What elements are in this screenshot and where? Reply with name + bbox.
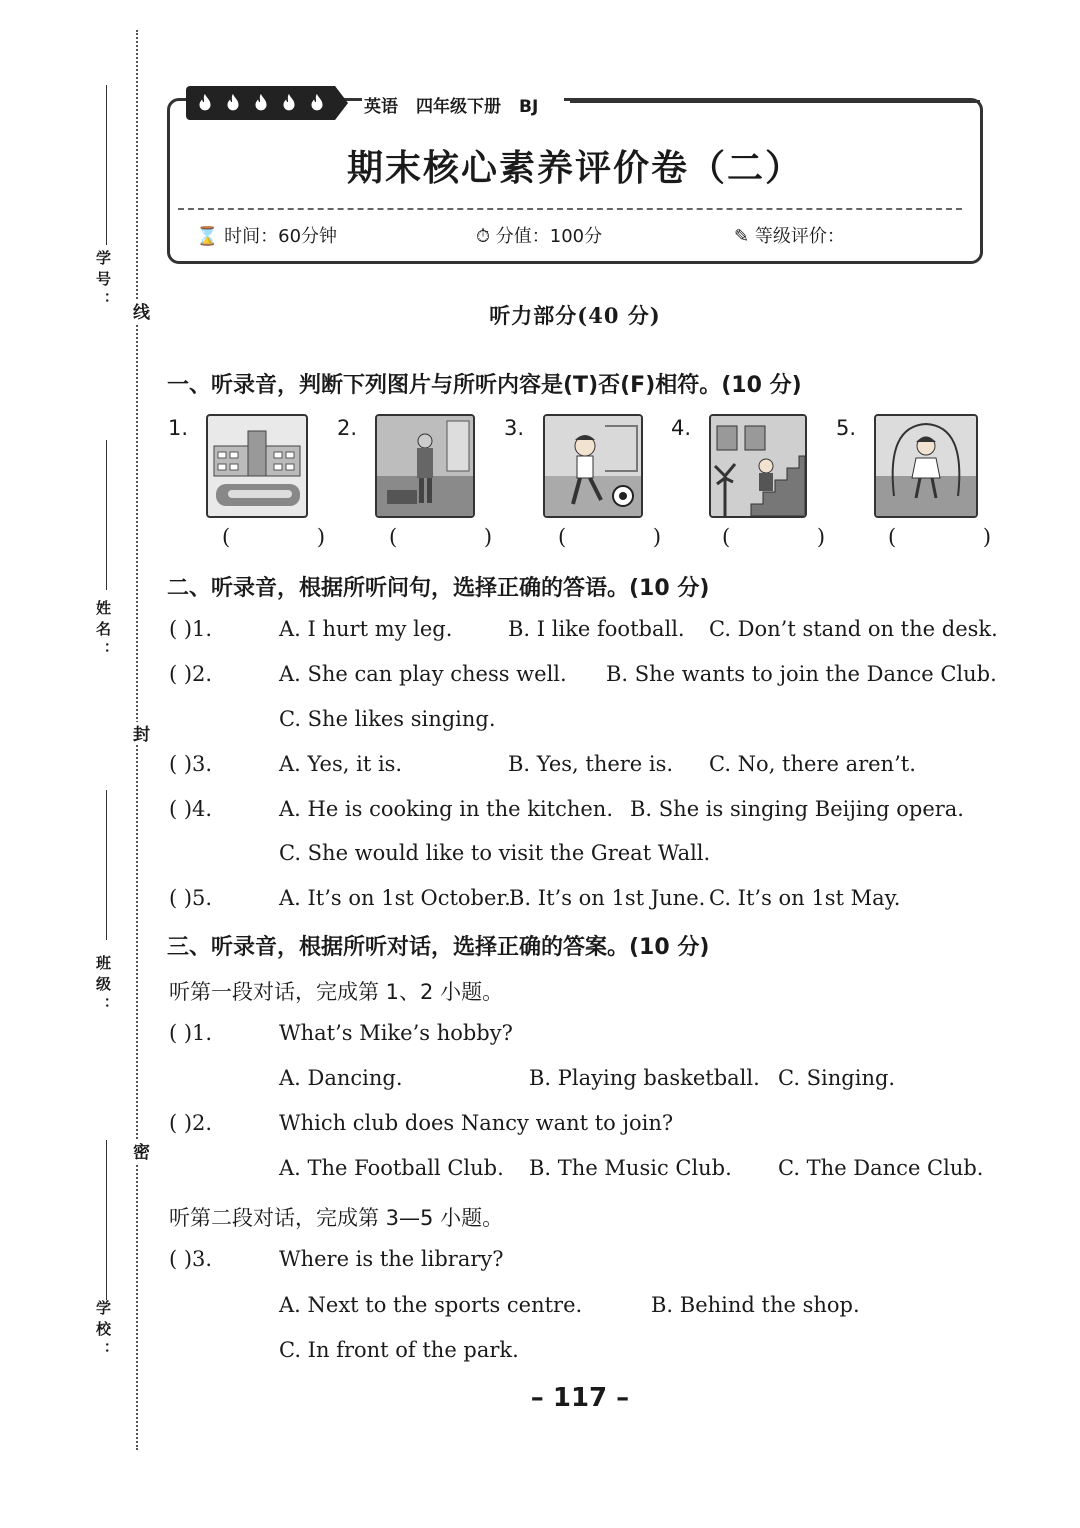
p1-answer-3[interactable]: ( ) (558, 525, 702, 549)
edition: BJ (519, 97, 539, 117)
p2-q1-num[interactable]: ( )1. (169, 617, 213, 641)
picture-boy-playing-football (543, 414, 643, 518)
difficulty-badge (186, 86, 348, 120)
listening-title: 听力部分(40 分) (489, 303, 661, 328)
class-blank[interactable] (106, 790, 107, 940)
p2-q1-option-b: B. I like football. (508, 617, 685, 641)
p2-q1-option-a: A. I hurt my leg. (279, 617, 453, 641)
grade: 四年级下册 (416, 97, 501, 117)
p3-q1-num[interactable]: ( )1. (169, 1021, 213, 1045)
picture-man-in-room (375, 414, 475, 518)
flame-icon (250, 92, 272, 114)
page-number: – 117 – (530, 1383, 630, 1413)
p3-q2-question: Which club does Nancy want to join? (279, 1111, 674, 1135)
p2-q1-option-c: C. Don’t stand on the desk. (709, 617, 998, 641)
p3-q2-option-a: A. The Football Club. (279, 1156, 504, 1180)
p1-answer-2[interactable]: ( ) (389, 525, 533, 549)
header-meta (362, 92, 564, 117)
name-label: 姓名： (94, 600, 112, 663)
p3-q1-question: What’s Mike’s hobby? (279, 1021, 513, 1045)
cut-mark-mi: 密 (127, 1140, 152, 1163)
p3-q2-option-b: B. The Music Club. (529, 1156, 732, 1180)
time-info (196, 222, 337, 248)
exam-title: 期末核心素养评价卷（二） (346, 148, 803, 189)
p3-q3-num[interactable]: ( )3. (169, 1247, 213, 1271)
p2-q3-option-b: B. Yes, there is. (508, 752, 674, 776)
p2-q3-num[interactable]: ( )3. (169, 752, 213, 776)
stopwatch-icon: ⏱ (476, 226, 491, 247)
hourglass-icon: ⌛ (196, 226, 219, 247)
p2-q2-option-b: B. She wants to join the Dance Club. (606, 662, 997, 686)
p3-q3-option-a: A. Next to the sports centre. (279, 1293, 583, 1317)
part2-heading: 二、听录音，根据所听问句，选择正确的答语。(10 分) (167, 576, 710, 601)
flame-icon (306, 92, 328, 114)
subject: 英语 (364, 97, 398, 117)
p2-q4-option-c: C. She would like to visit the Great Wall. (279, 841, 711, 865)
p3-q3-option-c: C. In front of the park. (279, 1338, 519, 1362)
school-label: 学校： (94, 1300, 112, 1363)
p1-answer-1[interactable]: ( ) (222, 525, 366, 549)
p3-q3-option-b: B. Behind the shop. (651, 1293, 860, 1317)
class-label: 班级： (94, 955, 112, 1018)
header-divider (178, 208, 962, 210)
flame-icon (222, 92, 244, 114)
p3-q3-question: Where is the library? (279, 1247, 504, 1271)
picture-girl-on-stairs (709, 414, 807, 518)
p1-answer-4[interactable]: ( ) (722, 525, 866, 549)
p2-q4-option-b: B. She is singing Beijing opera. (630, 797, 964, 821)
part3-heading: 三、听录音，根据所听对话，选择正确的答案。(10 分) (167, 935, 710, 960)
p3-q2-num[interactable]: ( )2. (169, 1111, 213, 1135)
p2-q5-option-c: C. It’s on 1st May. (709, 886, 901, 910)
p2-q5-option-b: B. It’s on 1st June. (509, 886, 706, 910)
student-no-label: 学号： (94, 250, 112, 313)
p3-q2-option-c: C. The Dance Club. (778, 1156, 984, 1180)
cut-mark-feng: 封 (127, 722, 152, 745)
p1-num-2: 2. (337, 416, 358, 440)
part1-heading: 一、听录音，判断下列图片与所听内容是(T)否(F)相符。(10 分) (167, 373, 802, 398)
student-no-blank[interactable] (106, 85, 107, 245)
p1-answer-5[interactable]: ( ) (888, 525, 1032, 549)
grade-eval-label: 等级评价： (754, 226, 845, 247)
p3-dialog2-instruction: 听第二段对话，完成第 3—5 小题。 (169, 1206, 504, 1230)
header-rule (570, 100, 980, 103)
p2-q2-option-c: C. She likes singing. (279, 707, 496, 731)
p3-dialog1-instruction: 听第一段对话，完成第 1、2 小题。 (169, 980, 504, 1004)
p2-q5-num[interactable]: ( )5. (169, 886, 213, 910)
pencil-icon: ✎ (734, 226, 750, 247)
p2-q4-option-a: A. He is cooking in the kitchen. (279, 797, 614, 821)
picture-girl-skipping-rope (874, 414, 978, 518)
p1-num-5: 5. (836, 416, 857, 440)
p1-num-4: 4. (671, 416, 692, 440)
p2-q5-option-a: A. It’s on 1st October. (279, 886, 511, 910)
grade-eval-info (734, 222, 845, 248)
school-blank[interactable] (106, 1140, 107, 1300)
p3-q1-option-a: A. Dancing. (279, 1066, 403, 1090)
score-label: 分值：100分 (495, 226, 603, 247)
picture-school-building (206, 414, 308, 518)
p3-q1-option-b: B. Playing basketball. (529, 1066, 760, 1090)
p3-q1-option-c: C. Singing. (778, 1066, 896, 1090)
p1-num-3: 3. (504, 416, 525, 440)
name-blank[interactable] (106, 440, 107, 590)
p2-q2-num[interactable]: ( )2. (169, 662, 213, 686)
time-label: 时间：60分钟 (224, 226, 338, 247)
cut-mark-xian: 线 (127, 300, 152, 323)
score-info (476, 222, 602, 248)
p2-q2-option-a: A. She can play chess well. (279, 662, 567, 686)
flame-icon (278, 92, 300, 114)
p1-num-1: 1. (168, 416, 189, 440)
p2-q3-option-c: C. No, there aren’t. (709, 752, 916, 776)
flame-icon (194, 92, 216, 114)
p2-q4-num[interactable]: ( )4. (169, 797, 213, 821)
p2-q3-option-a: A. Yes, it is. (279, 752, 403, 776)
